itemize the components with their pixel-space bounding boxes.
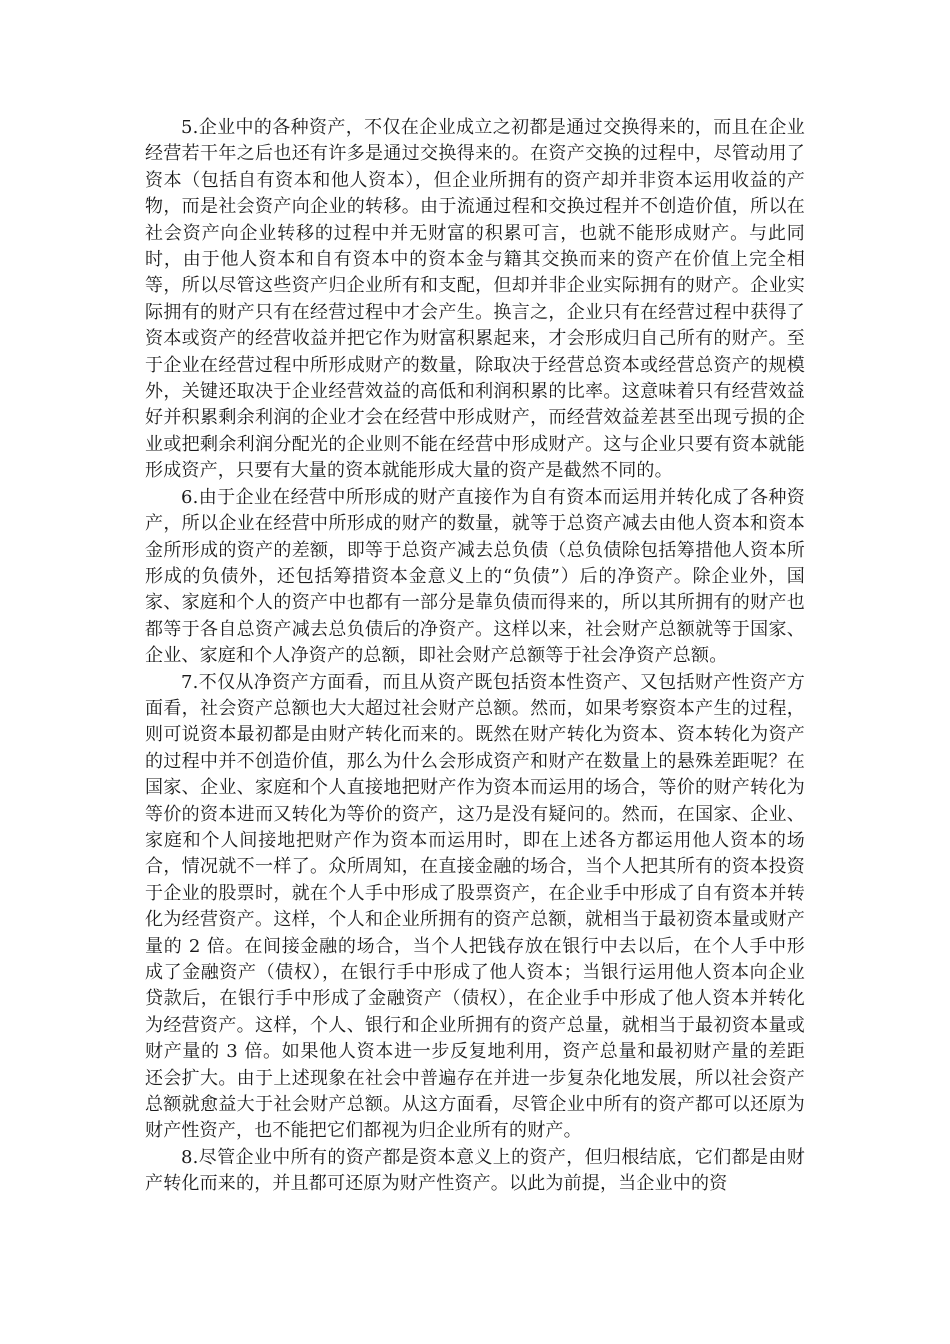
document-page xyxy=(145,115,805,1198)
paragraph-5: 5.企业中的各种资产，不仅在企业成立之初都是通过交换得来的，而且在企业经营若干年之后也还有许多是通过交换得来的。在资产交换的过程中，尽管动用了资本（包括自有资本和他人资本），但企业所拥有的资产却并非资本运用收益的产物，而是社会资产向企业的转移。由于流通过程和交换过程并不创造价值，所以在社会资产向企业转移的过程中并无财富的积累可言，也就不能形成财产。与此同时，由于他人资本和自有资本中的资本金与籍其交换而来的资产在价值上完全相等，所以尽管这些资产归企业所有和支配，但却并非企业实际拥有的财产。企业实际拥有的财产只有在经营过程中才会产生。换言之，企业只有在经营过程中获得了资本或资产的经营收益并把它作为财富积累起来，才会形成归自己所有的财产。至于企业在经营过程中所形成财产的数量，除取决于经营总资本或经营总资产的规模外，关键还取决于企业经营效益的高低和利润积累的比率。这意味着只有经营效益好并积累剩余利润的企业才会在经营中形成财产，而经营效益差甚至出现亏损的企业或把剩余利润分配光的企业则不能在经营中形成财产。这与企业只要有资本就能形成资产，只要有大量的资本就能形成大量的资产是截然不同的。 xyxy=(145,117,805,482)
paragraph-6: 6.由于企业在经营中所形成的财产直接作为自有资本而运用并转化成了各种资产，所以企业在经营中所形成的财产的数量，就等于总资产减去由他人资本和资本金所形成的资产的差额，即等于总资产减去总负债（总负债除包括筹措他人资本所形成的负债外，还包括筹措资本金意义上的“负债”）后的净资产。除企业外，国家、家庭和个人的资产中也都有一部分是靠负债而得来的，所以其所拥有的财产也都等于各自总资产减去总负债后的净资产。这样以来，社会财产总额就等于国家、企业、家庭和个人净资产的总额，即社会财产总额等于社会净资产总额。 xyxy=(145,486,805,667)
paragraph-7: 7.不仅从净资产方面看，而且从资产既包括资本性资产、又包括财产性资产方面看，社会资产总额也大大超过社会财产总额。然而，如果考察资本产生的过程，则可说资本最初都是由财产转化而来的。既然在财产转化为资本、资本转化为资产的过程中并不创造价值，那么为什么会形成资产和财产在数量上的悬殊差距呢？在国家、企业、家庭和个人直接地把财产作为资本而运用的场合，等价的财产转化为等价的资本进而又转化为等价的资产，这乃是没有疑问的。然而，在国家、企业、家庭和个人间接地把财产作为资本而运用时，即在上述各方都运用他人资本的场合，情况就不一样了。众所周知，在直接金融的场合，当个人把其所有的资本投资于企业的股票时，就在个人手中形成了股票资产，在企业手中形成了自有资本并转化为经营资产。这样，个人和企业所拥有的资产总额，就相当于最初资本量或财产量的 2 倍。在间接金融的场合，当个人把钱存放在银行中去以后，在个人手中形成了金融资产（债权），在银行手中形成了他人资本；当银行运用他人资本向企业贷款后，在银行手中形成了金融资产（债权），在企业手中形成了他人资本并转化为经营资产。这样，个人、银行和企业所拥有的资产总量，就相当于最初资本量或财产量的 3 倍。如果他人资本进一步反复地利用，资产总量和最初财产量的差距还会扩大。由于上述现象在社会中普遍存在并进一步复杂化地发展，所以社会资产总额就愈益大于社会财产总额。从这方面看，尽管企业中所有的资产都可以还原为财产性资产，也不能把它们都视为归企业所有的财产。 xyxy=(145,671,805,1142)
paragraph-8: 8.尽管企业中所有的资产都是资本意义上的资产，但归根结底，它们都是由财产转化而来的，并且都可还原为财产性资产。以此为前提，当企业中的资 xyxy=(145,1146,805,1195)
